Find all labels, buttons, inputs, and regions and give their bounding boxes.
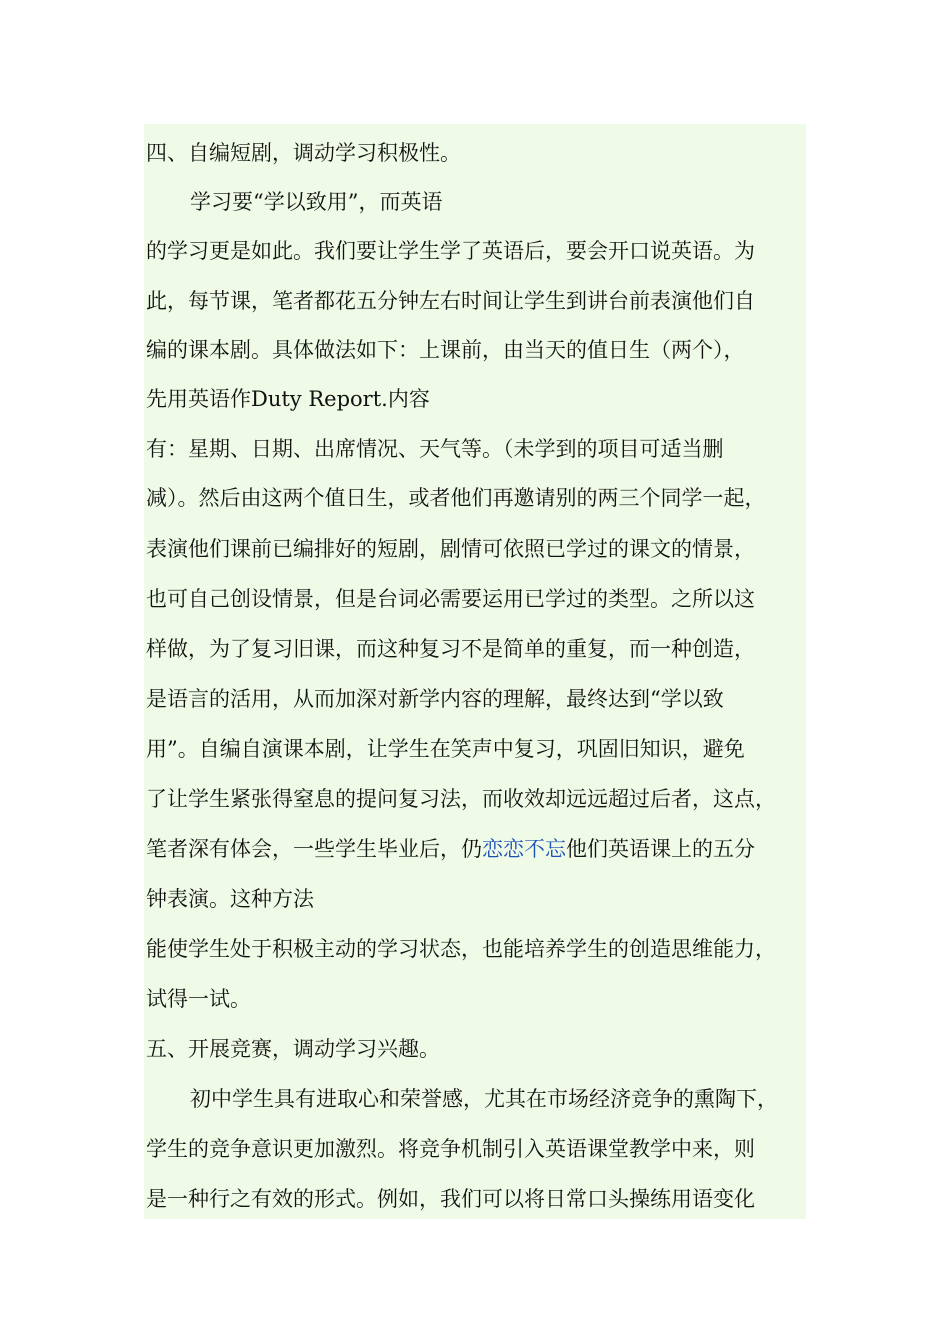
paragraph-line: 样做，为了复习旧课，而这种复习不是简单的重复，而一种创造， [146,637,755,661]
paragraph-line: 此，每节课，笔者都花五分钟左右时间让学生到讲台前表演他们自 [146,289,755,313]
paragraph-line [146,834,755,864]
paragraph-line: 钟表演。这种方法 [146,887,314,911]
paragraph-line: 也可自己创设情景，但是台词必需要运用已学过的类型。之所以这 [146,587,755,611]
paragraph-line: 了让学生紧张得窒息的提问复习法，而收效却远远超过后者，这点， [146,787,776,811]
idiom-link[interactable]: 恋恋不忘 [482,837,566,861]
paragraph-line: 试得一试。 [146,987,251,1011]
paragraph-line: 先用英语作Duty Report.内容 [146,387,430,411]
paragraph-line: 是一种行之有效的形式。例如，我们可以将日常口头操练用语变化 [146,1187,755,1211]
paragraph-line: 编的课本剧。具体做法如下：上课前，由当天的值日生（两个）， [146,338,745,362]
paragraph-line: 学习要“学以致用”，而英语 [190,190,443,214]
paragraph-line: 用”。自编自演课本剧，让学生在笑声中复习，巩固旧知识，避免 [146,737,745,761]
paragraph-line: 的学习更是如此。我们要让学生学了英语后，要会开口说英语。为 [146,239,755,263]
section-heading-5: 五、开展竞赛，调动学习兴趣。 [146,1037,440,1061]
paragraph-line: 减）。然后由这两个值日生，或者他们再邀请别的两三个同学一起， [146,486,766,510]
paragraph-line: 有：星期、日期、出席情况、天气等。（未学到的项目可适当删 [146,437,724,461]
paragraph-line: 是语言的活用，从而加深对新学内容的理解，最终达到“学以致 [146,687,724,711]
paragraph-text: 他们英语课上的五分 [566,837,755,861]
paragraph-text: 笔者深有体会，一些学生毕业后，仍 [146,837,482,861]
paragraph-line: 能使学生处于积极主动的学习状态，也能培养学生的创造思维能力， [146,937,776,961]
paragraph-line: 学生的竞争意识更加激烈。将竞争机制引入英语课堂教学中来，则 [146,1137,755,1161]
document-page [144,124,806,1219]
paragraph-line: 初中学生具有进取心和荣誉感，尤其在市场经济竞争的熏陶下， [190,1087,778,1111]
paragraph-line: 表演他们课前已编排好的短剧，剧情可依照已学过的课文的情景， [146,537,755,561]
section-heading-4: 四、自编短剧，调动学习积极性。 [146,141,461,165]
